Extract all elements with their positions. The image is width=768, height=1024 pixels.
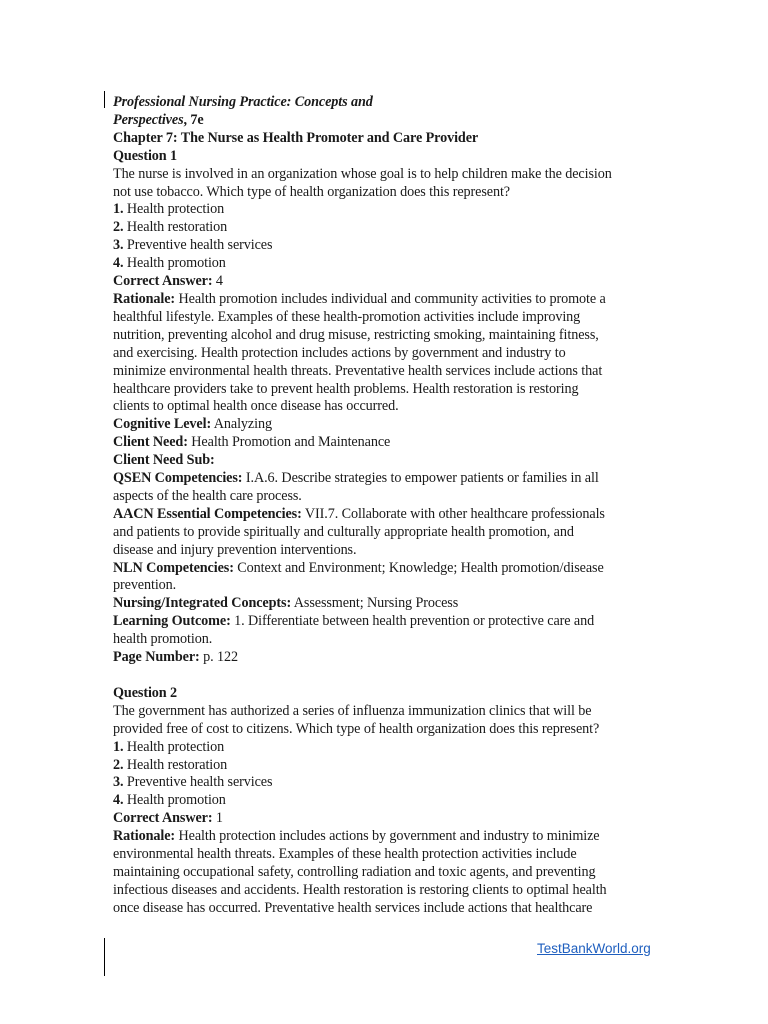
question-1-stem-line: The nurse is involved in an organization whose goal is to help children make the decision xyxy=(113,165,612,182)
question-1-client-need-sub: Client Need Sub: xyxy=(113,452,215,469)
question-1-option-2: 2. Health restoration xyxy=(113,219,228,236)
question-2-rationale-line: maintaining occupational safety, controlling radiation and toxic agents, and preventing xyxy=(113,863,596,880)
question-1-heading: Question 1 xyxy=(113,147,178,164)
margin-marker-bottom xyxy=(104,938,105,976)
question-2-option-3: 3. Preventive health services xyxy=(113,774,273,791)
question-1-page-number: Page Number: p. 122 xyxy=(113,649,238,666)
question-1-rationale-line: minimize environmental health threats. Preventative health services include actions that xyxy=(113,362,603,379)
question-1-correct-answer: Correct Answer: 4 xyxy=(113,273,223,290)
question-1-aacn-line: and patients to provide spiritually and culturally appropriate health promotion, and xyxy=(113,523,574,540)
question-2-stem-line: provided free of cost to citizens. Which type of health organization does this represent? xyxy=(113,720,600,737)
question-1-client-need: Client Need: Health Promotion and Maintenance xyxy=(113,434,391,451)
document-body xyxy=(113,94,659,918)
question-1-nursing-concepts: Nursing/Integrated Concepts: Assessment; Nursing Process xyxy=(113,595,459,612)
question-1-qsen-line: aspects of the health care process. xyxy=(113,487,302,504)
question-2-correct-answer: Correct Answer: 1 xyxy=(113,810,223,827)
question-1-learning-outcome-line: Learning Outcome: 1. Differentiate between health prevention or protective care and xyxy=(113,613,595,630)
question-1-learning-outcome-line: health promotion. xyxy=(113,631,213,648)
question-1-nln-line: prevention. xyxy=(113,577,177,594)
testbankworld-link[interactable]: TestBankWorld.org xyxy=(537,941,651,956)
question-1-option-3: 3. Preventive health services xyxy=(113,237,273,254)
question-1-cognitive-level: Cognitive Level: Analyzing xyxy=(113,416,272,433)
question-1-rationale-line: healthcare providers take to prevent health problems. Health restoration is restoring xyxy=(113,380,579,397)
question-2-stem-line: The government has authorized a series of influenza immunization clinics that will be xyxy=(113,702,592,719)
spacer xyxy=(113,667,659,685)
book-title-line1: Professional Nursing Practice: Concepts and xyxy=(113,94,373,110)
question-1-stem-line: not use tobacco. Which type of health organization does this represent? xyxy=(113,183,510,200)
question-2-rationale-line: Rationale: Health protection includes actions by government and industry to minimize xyxy=(113,828,600,845)
question-1-rationale-line: Rationale: Health promotion includes individual and community activities to promote a xyxy=(113,290,606,307)
question-1-rationale-line: clients to optimal health once disease has occurred. xyxy=(113,398,399,415)
question-2-option-1: 1. Health protection xyxy=(113,738,225,755)
question-1-rationale-line: nutrition, preventing alcohol and drug misuse, restricting smoking, maintaining fitness, xyxy=(113,326,599,343)
margin-marker-top xyxy=(104,91,105,108)
question-2-rationale-line: once disease has occurred. Preventative health services include actions that healthcare xyxy=(113,899,593,916)
question-2-option-4: 4. Health promotion xyxy=(113,792,226,809)
question-2-rationale-line: infectious diseases and accidents. Health restoration is restoring clients to optimal health xyxy=(113,881,607,898)
question-1-rationale-line: and exercising. Health protection includes actions by government and industry to xyxy=(113,344,566,361)
question-1-rationale-line: healthful lifestyle. Examples of these health-promotion activities include improving xyxy=(113,308,581,325)
book-title-line2: Perspectives, 7e xyxy=(113,111,204,128)
question-1-option-1: 1. Health protection xyxy=(113,201,225,218)
question-2-option-2: 2. Health restoration xyxy=(113,756,228,773)
question-1-nln-line: NLN Competencies: Context and Environment; Knowledge; Health promotion/disease xyxy=(113,559,604,576)
question-2-rationale-line: environmental health threats. Examples of these health protection activities include xyxy=(113,846,577,863)
question-1-qsen-line: QSEN Competencies: I.A.6. Describe strategies to empower patients or families in all xyxy=(113,470,599,487)
question-1-option-4: 4. Health promotion xyxy=(113,255,226,272)
question-1-aacn-line: disease and injury prevention interventions. xyxy=(113,541,357,558)
question-2-heading: Question 2 xyxy=(113,684,178,701)
question-1-aacn-line: AACN Essential Competencies: VII.7. Collaborate with other healthcare professionals xyxy=(113,505,605,522)
chapter-title: Chapter 7: The Nurse as Health Promoter and Care Provider xyxy=(113,129,479,146)
